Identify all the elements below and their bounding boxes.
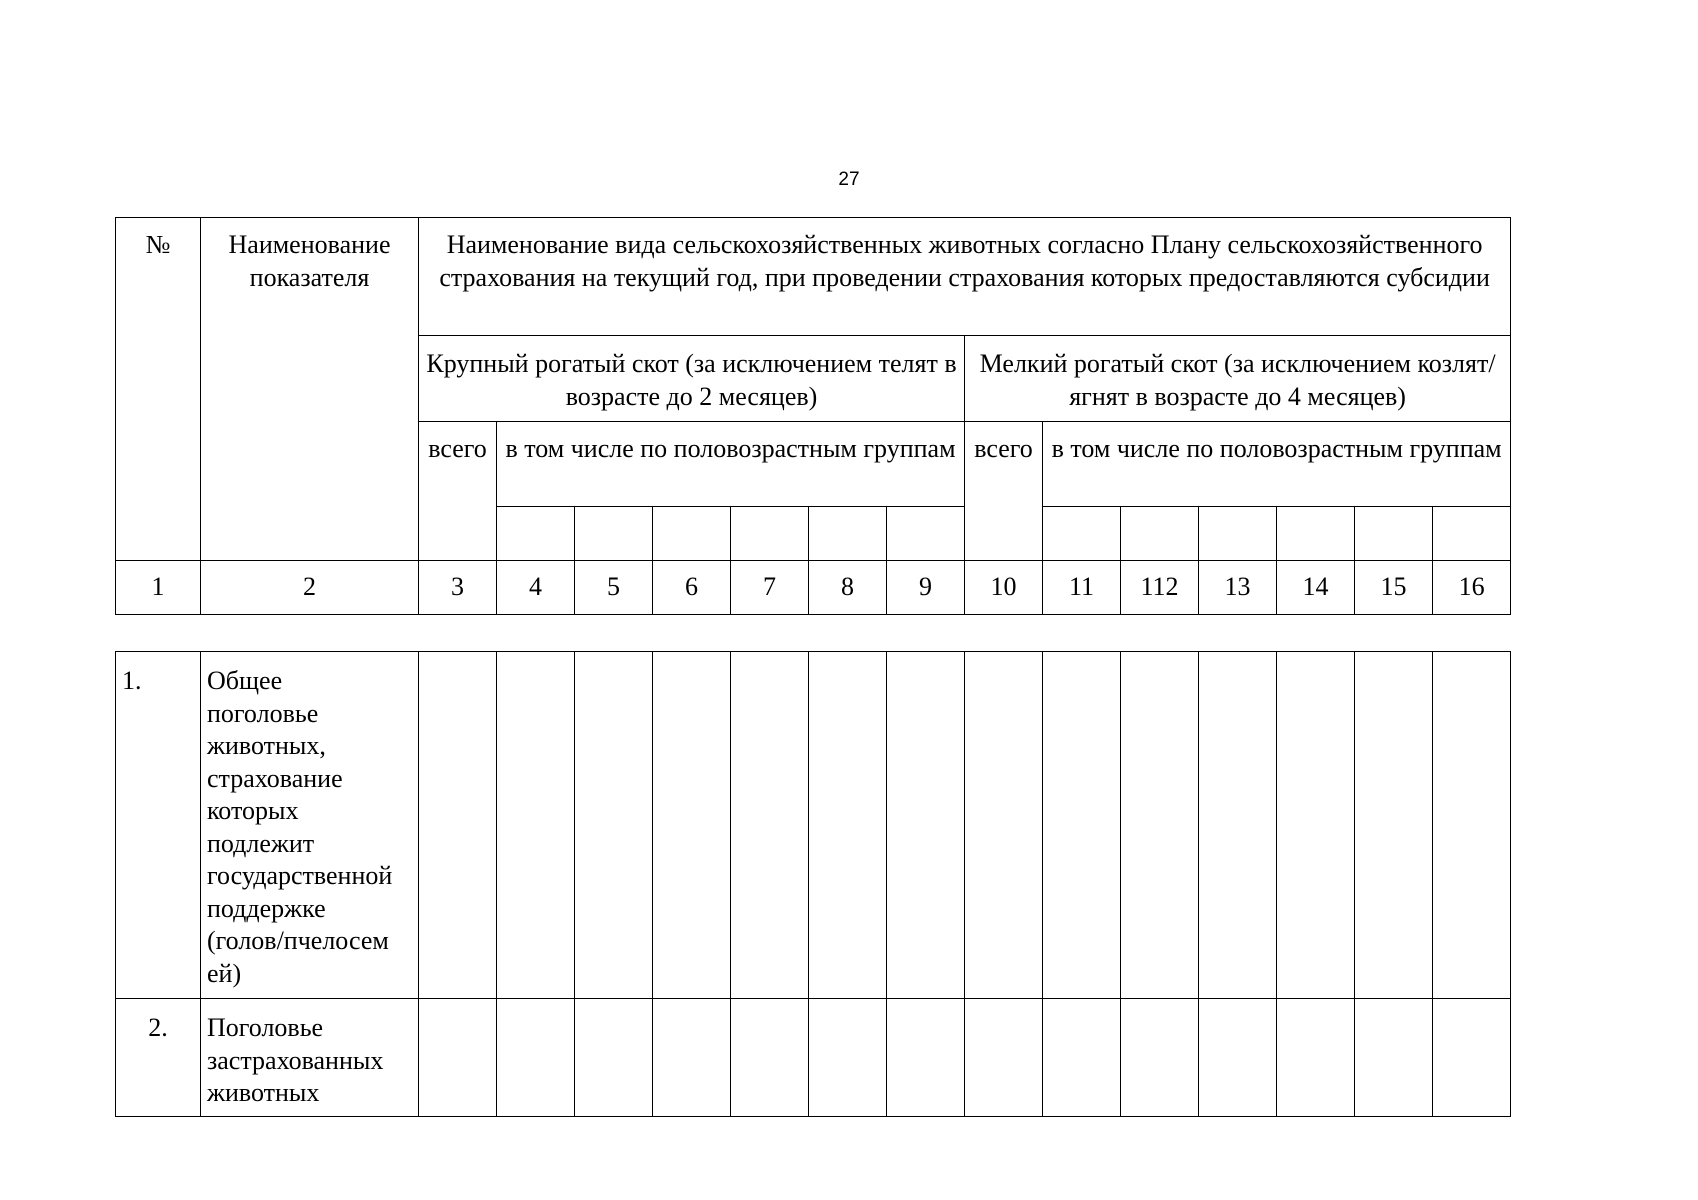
table-header — [115, 217, 1511, 615]
column-number: 2 — [201, 561, 419, 615]
data-cell — [887, 652, 965, 999]
data-cell — [497, 999, 575, 1117]
data-cell — [575, 652, 653, 999]
data-cell — [809, 652, 887, 999]
data-cell — [731, 652, 809, 999]
header-cattle-group-cell — [575, 507, 653, 561]
row-name-line: Общее — [207, 666, 283, 695]
data-cell — [1121, 652, 1199, 999]
table-row — [116, 999, 1511, 1117]
column-number: 1 — [116, 561, 201, 615]
data-cell — [1043, 999, 1121, 1117]
column-number: 16 — [1433, 561, 1511, 615]
column-number: 8 — [809, 561, 887, 615]
row-number: 2. — [116, 999, 201, 1117]
header-small-subgroups: в том числе по половозрастным группам — [1043, 422, 1511, 507]
data-cell — [809, 999, 887, 1117]
data-cell — [1199, 999, 1277, 1117]
header-cattle-group-cell — [731, 507, 809, 561]
row-name-line: поголовье — [207, 698, 319, 728]
column-number: 112 — [1121, 561, 1199, 615]
header-cattle: Крупный рогатый скот (за исключением телят в возрасте до 2 месяцев) — [419, 336, 965, 422]
column-number: 9 — [887, 561, 965, 615]
data-cell — [497, 652, 575, 999]
data-cell — [1277, 999, 1355, 1117]
header-small-total: всего — [965, 422, 1043, 561]
row-indicator-name — [201, 999, 419, 1117]
data-cell — [1355, 999, 1433, 1117]
page-number: 27 — [838, 169, 860, 190]
row-indicator-name — [201, 652, 419, 999]
data-cell — [575, 999, 653, 1117]
data-cell — [1199, 652, 1277, 999]
row-name-line: Поголовье — [207, 1013, 324, 1042]
data-cell — [1355, 652, 1433, 999]
column-number: 5 — [575, 561, 653, 615]
table-row — [116, 652, 1511, 999]
row-name-line: которых — [207, 796, 299, 825]
data-cell — [1043, 652, 1121, 999]
row-name-line: подлежит — [207, 828, 315, 858]
header-cattle-group-cell — [653, 507, 731, 561]
column-numbers-row — [116, 561, 1511, 615]
header-cattle-subgroups: в том числе по половозрастным группам — [497, 422, 965, 507]
data-cell — [653, 999, 731, 1117]
data-cell — [965, 652, 1043, 999]
header-cattle-group-cell — [887, 507, 965, 561]
header-cattle-group-cell — [497, 507, 575, 561]
header-small-group-cell — [1433, 507, 1511, 561]
data-cell — [1121, 999, 1199, 1117]
table-body — [115, 651, 1511, 1117]
header-small-cattle: Мелкий рогатый скот (за исключением козлят/ягнят в возрасте до 4 месяцев) — [965, 336, 1511, 422]
data-cell — [1433, 999, 1511, 1117]
header-cattle-total: всего — [419, 422, 497, 561]
column-number: 4 — [497, 561, 575, 615]
column-number: 7 — [731, 561, 809, 615]
row-name-line: животных, — [207, 731, 326, 760]
column-number: 13 — [1199, 561, 1277, 615]
header-number: № — [116, 218, 201, 561]
header-small-group-cell — [1043, 507, 1121, 561]
row-name-line: (голов/пчелосем — [207, 926, 389, 955]
header-small-group-cell — [1277, 507, 1355, 561]
column-number: 11 — [1043, 561, 1121, 615]
header-small-group-cell — [1355, 507, 1433, 561]
row-number: 1. — [116, 652, 201, 999]
header-cattle-group-cell — [809, 507, 887, 561]
row-name-line: застрахованных — [207, 1045, 384, 1075]
data-cell — [731, 999, 809, 1117]
data-cell — [653, 652, 731, 999]
column-number: 10 — [965, 561, 1043, 615]
header-indicator-name: Наименование показателя — [201, 218, 419, 561]
data-cell — [1433, 652, 1511, 999]
data-cell — [419, 999, 497, 1117]
column-number: 14 — [1277, 561, 1355, 615]
row-name-line: поддержке — [207, 893, 326, 923]
header-small-group-cell — [1199, 507, 1277, 561]
column-number: 15 — [1355, 561, 1433, 615]
row-name-line: государственной — [207, 861, 393, 890]
data-cell — [419, 652, 497, 999]
row-name-line: ей) — [207, 958, 242, 988]
header-animal-type-group: Наименование вида сельскохозяйственных животных согласно Плану сельскохозяйственного страхования на текущий год, при проведении страхования которых предоставляются субсидии — [419, 218, 1511, 336]
row-name-line: страхование — [207, 763, 343, 793]
column-number: 3 — [419, 561, 497, 615]
row-name-line: животных — [207, 1078, 320, 1107]
data-cell — [965, 999, 1043, 1117]
data-cell — [1277, 652, 1355, 999]
header-small-group-cell — [1121, 507, 1199, 561]
column-number: 6 — [653, 561, 731, 615]
data-cell — [887, 999, 965, 1117]
